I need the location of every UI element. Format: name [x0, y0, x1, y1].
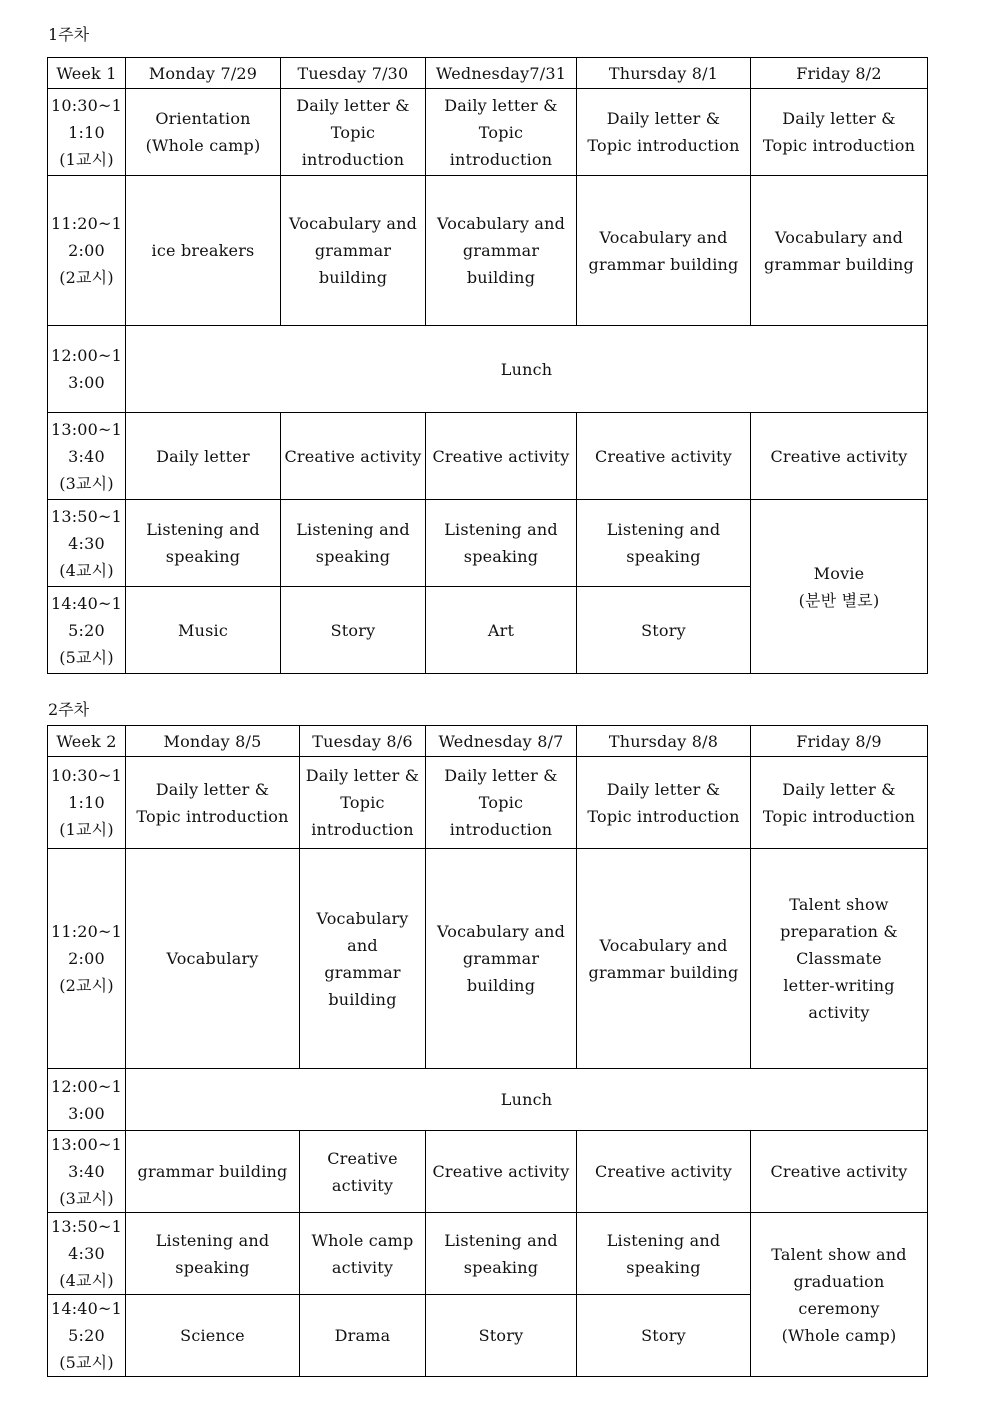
table-header-row [48, 58, 928, 89]
day-header-friday: Friday 8/9 [751, 726, 928, 757]
schedule-cell: Creative activity [281, 413, 426, 500]
time-cell: 10:30~1 1:10 (1교시) [48, 89, 126, 176]
time-cell: 11:20~1 2:00 (2교시) [48, 849, 126, 1069]
day-header-friday: Friday 8/2 [751, 58, 928, 89]
schedule-cell: Daily letter & Topic introduction [426, 89, 577, 176]
time-cell: 13:00~1 3:40 (3교시) [48, 1131, 126, 1213]
schedule-cell: Listening and speaking [281, 500, 426, 587]
schedule-cell: Daily letter & Topic introduction [281, 89, 426, 176]
day-header-monday: Monday 8/5 [126, 726, 300, 757]
schedule-cell: Listening and speaking [426, 500, 577, 587]
week2-schedule-table [47, 725, 928, 1377]
schedule-cell: Music [126, 587, 281, 674]
schedule-cell: Listening and speaking [577, 500, 751, 587]
friday-afternoon-cell: Talent show and graduation ceremony (Whole camp) [751, 1213, 928, 1377]
schedule-cell: Listening and speaking [126, 500, 281, 587]
day-header-tuesday: Tuesday 7/30 [281, 58, 426, 89]
schedule-cell: Vocabulary and grammar building [751, 176, 928, 326]
table-header-row [48, 726, 928, 757]
time-cell: 12:00~1 3:00 [48, 1069, 126, 1131]
schedule-cell: Listening and speaking [126, 1213, 300, 1295]
time-cell: 10:30~1 1:10 (1교시) [48, 757, 126, 849]
time-cell: 14:40~1 5:20 (5교시) [48, 1295, 126, 1377]
table-row [48, 1131, 928, 1213]
schedule-cell: Creative activity [426, 1131, 577, 1213]
table-row [48, 849, 928, 1069]
schedule-cell: Story [577, 587, 751, 674]
schedule-cell: Daily letter & Topic introduction [577, 757, 751, 849]
lunch-cell: Lunch [126, 326, 928, 413]
schedule-cell: ice breakers [126, 176, 281, 326]
schedule-cell: Creative activity [751, 413, 928, 500]
schedule-cell: Daily letter & Topic introduction [300, 757, 426, 849]
week-header-cell: Week 1 [48, 58, 126, 89]
table-row [48, 1069, 928, 1131]
week1-schedule-table [47, 57, 928, 674]
schedule-cell: Creative activity [751, 1131, 928, 1213]
schedule-cell: Creative activity [300, 1131, 426, 1213]
day-header-monday: Monday 7/29 [126, 58, 281, 89]
schedule-cell: Daily letter [126, 413, 281, 500]
schedule-cell: Daily letter & Topic introduction [751, 89, 928, 176]
table-row [48, 1213, 928, 1295]
week2-label: 2주차 [48, 700, 90, 719]
table-row [48, 757, 928, 849]
time-cell: 11:20~1 2:00 (2교시) [48, 176, 126, 326]
schedule-cell: Science [126, 1295, 300, 1377]
day-header-tuesday: Tuesday 8/6 [300, 726, 426, 757]
friday-afternoon-cell: Movie (분반 별로) [751, 500, 928, 674]
time-cell: 13:50~1 4:30 (4교시) [48, 500, 126, 587]
schedule-cell: grammar building [126, 1131, 300, 1213]
schedule-cell: Story [577, 1295, 751, 1377]
schedule-cell: Vocabulary and grammar building [300, 849, 426, 1069]
schedule-cell: Creative activity [577, 1131, 751, 1213]
schedule-cell: Creative activity [426, 413, 577, 500]
day-header-thursday: Thursday 8/1 [577, 58, 751, 89]
schedule-cell: Daily letter & Topic introduction [751, 757, 928, 849]
schedule-cell: Daily letter & Topic introduction [126, 757, 300, 849]
day-header-thursday: Thursday 8/8 [577, 726, 751, 757]
schedule-cell: Drama [300, 1295, 426, 1377]
schedule-cell: Orientation (Whole camp) [126, 89, 281, 176]
table-row [48, 176, 928, 326]
time-cell: 13:50~1 4:30 (4교시) [48, 1213, 126, 1295]
schedule-cell: Vocabulary and grammar building [426, 849, 577, 1069]
schedule-cell: Vocabulary and grammar building [426, 176, 577, 326]
schedule-cell: Vocabulary and grammar building [281, 176, 426, 326]
schedule-cell: Vocabulary and grammar building [577, 849, 751, 1069]
schedule-cell: Story [426, 1295, 577, 1377]
lunch-cell: Lunch [126, 1069, 928, 1131]
schedule-cell: Vocabulary [126, 849, 300, 1069]
schedule-cell: Story [281, 587, 426, 674]
time-cell: 12:00~1 3:00 [48, 326, 126, 413]
table-row [48, 413, 928, 500]
schedule-cell: Listening and speaking [426, 1213, 577, 1295]
schedule-cell: Daily letter & Topic introduction [426, 757, 577, 849]
table-row [48, 89, 928, 176]
schedule-cell: Whole camp activity [300, 1213, 426, 1295]
schedule-cell: Daily letter & Topic introduction [577, 89, 751, 176]
table-row [48, 500, 928, 587]
time-cell: 14:40~1 5:20 (5교시) [48, 587, 126, 674]
time-cell: 13:00~1 3:40 (3교시) [48, 413, 126, 500]
schedule-cell: Vocabulary and grammar building [577, 176, 751, 326]
schedule-cell: Art [426, 587, 577, 674]
day-header-wednesday: Wednesday 8/7 [426, 726, 577, 757]
table-row [48, 326, 928, 413]
schedule-cell: Creative activity [577, 413, 751, 500]
week1-label: 1주차 [48, 25, 90, 44]
schedule-cell: Listening and speaking [577, 1213, 751, 1295]
schedule-cell: Talent show preparation & Classmate letter-writing activity [751, 849, 928, 1069]
week-header-cell: Week 2 [48, 726, 126, 757]
day-header-wednesday: Wednesday7/31 [426, 58, 577, 89]
